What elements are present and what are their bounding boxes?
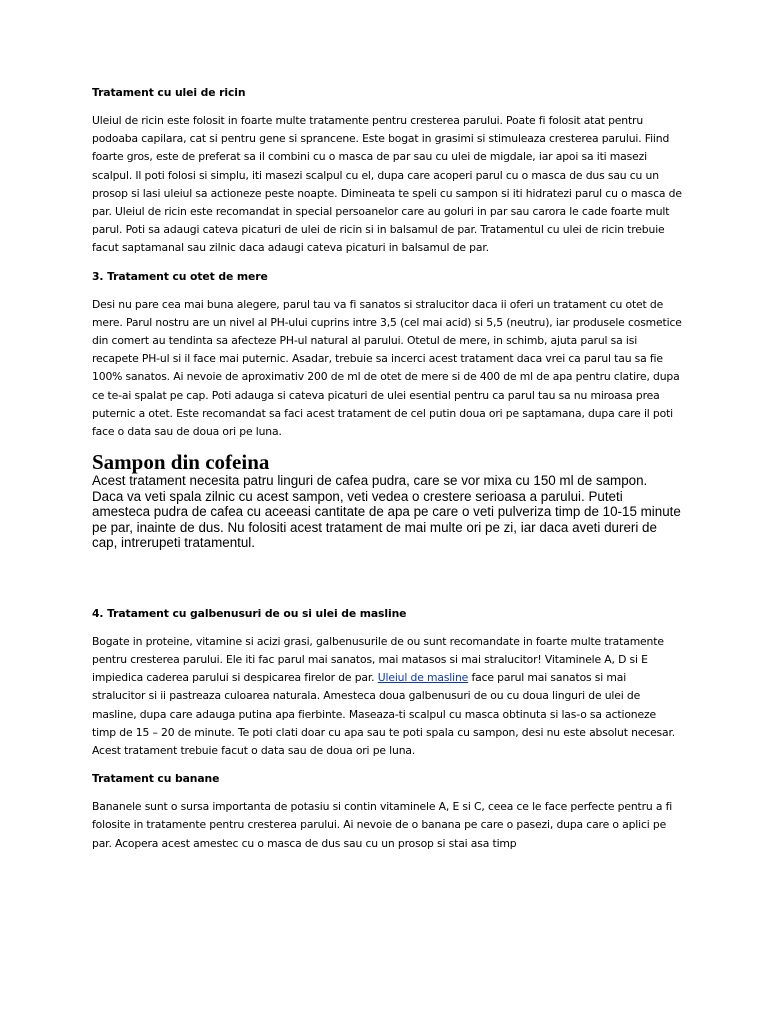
paragraph-galbenusuri [92, 633, 682, 760]
paragraph-galbenusuri-part1: Bogate in proteine, vitamine si acizi grasi, galbenusurile de ou sunt recomandate in foarte multe tratamente pentru cresterea parului. Ele iti fac parul mai sanatos, mai matasos si mai stralucitor! Vitaminele A, D si E impiedica caderea parului si despicarea firelor de par. [92, 634, 664, 685]
heading-ricin: Tratament cu ulei de ricin [92, 86, 246, 99]
paragraph-otet-de-mere: Desi nu pare cea mai buna alegere, parul tau va fi sanatos si stralucitor daca ii oferi un tratament cu otet de mere. Parul nostru are un nivel al PH-ului cuprins intre 3,5 (cel mai acid) si 5,5 (neutru), iar produsele cosmetice din comert au tendinta sa afecteze PH-ul natural al parului. Otetul de mere, in schimb, ajuta parul sa isi recapete PH-ul si il face mai puternic. Asadar, trebuie sa incerci acest tratament daca vrei ca parul tau sa fie 100% sanatos. Ai nevoie de aproximativ 200 de ml de otet de mere si de 400 de ml de apa pentru clatire, dupa ce te-ai spalat pe cap. Poti adauga si cateva picaturi de ulei esential pentru ca parul tau sa nu miroasa prea puternic a otet. Este recomandat sa faci acest tratament de cel putin doua ori pe saptamana, dupa care il poti face o data sau de doua ori pe luna. [92, 297, 682, 439]
paragraph-ricin: Uleiul de ricin este folosit in foarte multe tratamente pentru cresterea parului. Poate fi folosit atat pentru podoaba capilara, cat si pentru gene si sprancene. Este bogat in grasimi si stimuleaza cresterea parului. Fiind foarte gros, este de preferat sa il combini cu o masca de par sau cu ulei de migdale, iar apoi sa iti masezi scalpul. Il poti folosi si simplu, iti masezi scalpul cu el, dupa care acoperi parul cu o masca de dus sau cu un prosop si lasi uleiul sa actioneze peste noapte. Dimineata te speli cu sampon si iti hidratezi parul cu o masca de par. Uleiul de ricin este recomandat in special persoanelor care au goluri in par sau carora le cade foarte mult parul. Poti sa adaugi cateva picaturi de ulei de ricin si in balsamul de par. Tratamentul cu ulei de ricin trebuie facut saptamanal sau zilnic daca adaugi cateva picaturi in balsamul de par. [92, 114, 682, 255]
paragraph-galbenusuri-part2: face parul mai sanatos si mai stralucitor si ii pastreaza culoarea naturala. Amesteca doua galbenusuri de ou cu doua linguri de ulei de masline, dupa care adauga putina apa fierbinte. Maseaza-ti scalpul cu masca obtinuta si las-o sa actioneze timp de 15 – 20 de minute. Te poti clati doar cu apa sau te poti spala cu sampon, desi nu este absolut necesar. Acest tratament trebuie facut o data sau de doua ori pe luna. [92, 671, 676, 757]
document-content [92, 84, 682, 863]
heading-otet-de-mere: 3. Tratament cu otet de mere [92, 269, 268, 283]
paragraph-sampon-cofeina: Acest tratament necesita patru linguri de cafea pudra, care se vor mixa cu 150 ml de sampon. Daca va veti spala zilnic cu acest sampon, veti vedea o crestere serioasa a parului. Puteti amesteca pudra de cafea cu aceeasi cantitate de apa pe care o veti pulveriza timp de 10-15 minute pe par, inainte de dus. Nu folositi acest tratament de mai multe ori pe zi, iar daca aveti dureri de cap, intrerupeti tratamentul. [92, 473, 681, 551]
heading-galbenusuri: 4. Tratament cu galbenusuri de ou si ulei de masline [92, 606, 407, 620]
heading-sampon-cofeina: Sampon din cofeina [92, 450, 270, 475]
link-ulei-de-masline[interactable]: Uleiul de masline [377, 671, 469, 685]
heading-banane: Tratament cu banane [92, 772, 220, 786]
paragraph-banane: Bananele sunt o sursa importanta de potasiu si contin vitaminele A, E si C, ceea ce le face perfecte pentru a fi folosite in tratamente pentru cresterea parului. Ai nevoie de o banana pe care o pasezi, dupa care o aplici pe par. Acopera acest amestec cu o masca de dus sau cu un prosop si stai asa timp [92, 800, 673, 850]
